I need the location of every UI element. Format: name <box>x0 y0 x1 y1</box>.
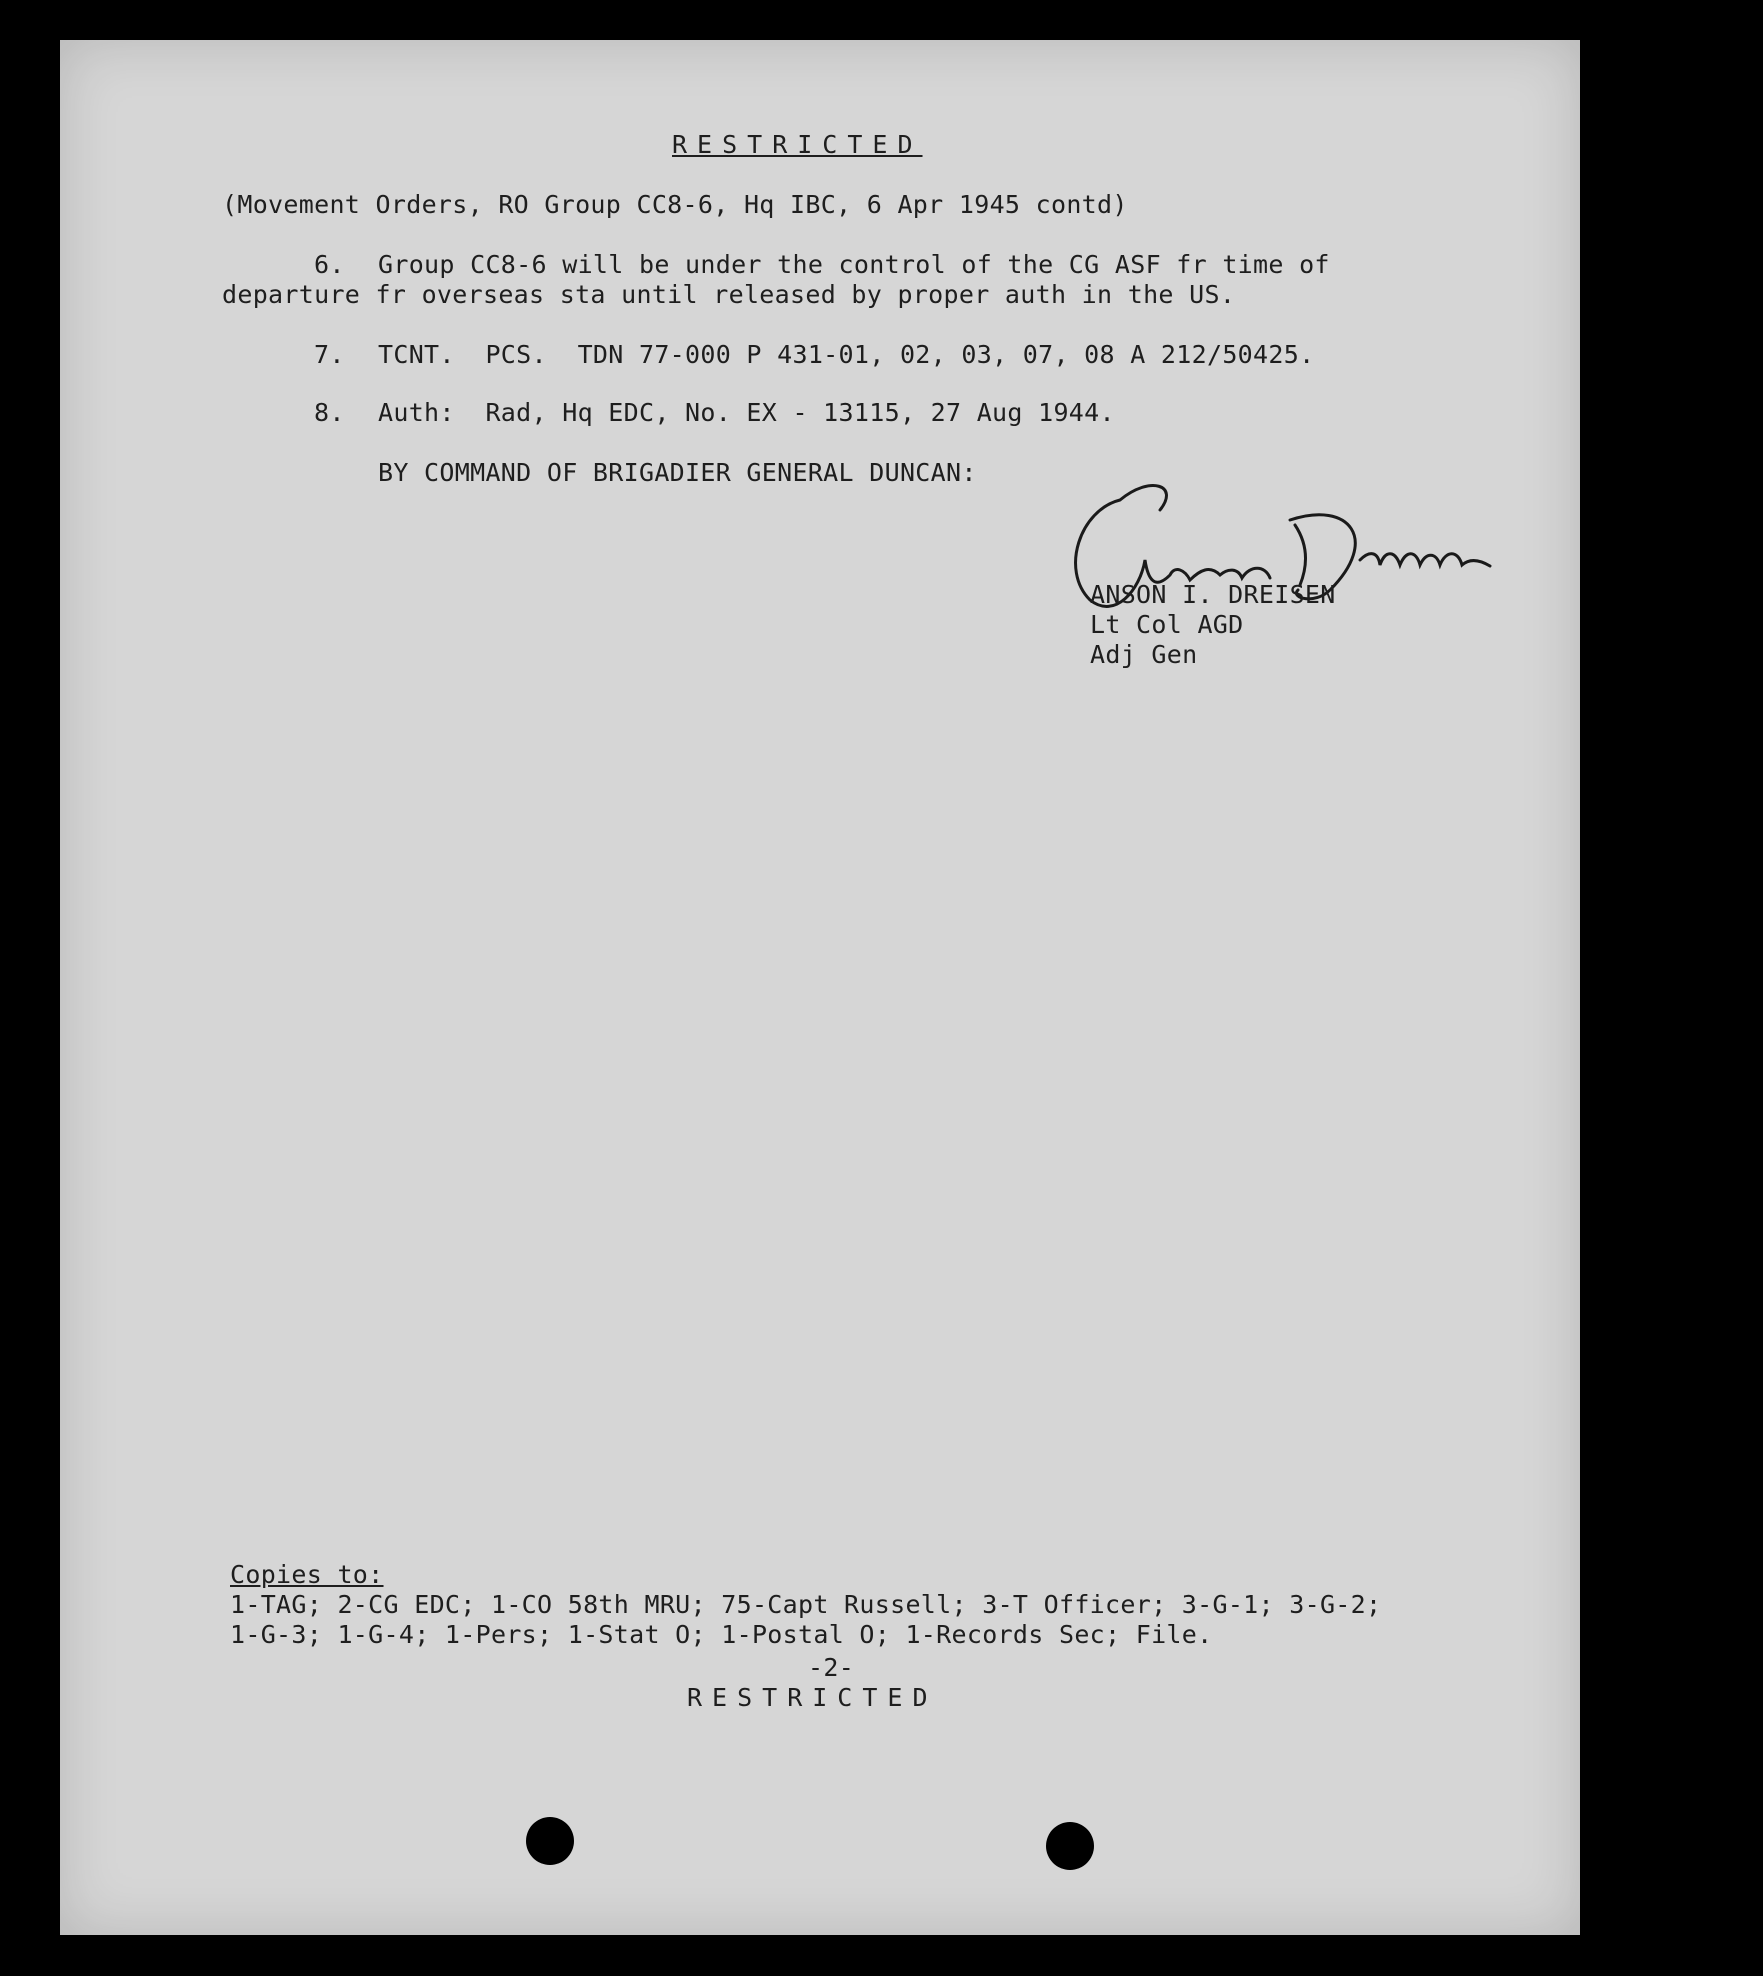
paragraph-8-number: 8. <box>314 398 345 427</box>
paragraph-6-line1: Group CC8-6 will be under the control of the CG ASF fr time of <box>378 250 1330 279</box>
paragraph-6-number: 6. <box>314 250 345 279</box>
punch-hole-left <box>526 1817 574 1865</box>
copies-label: Copies to: <box>230 1560 384 1589</box>
signatory-name: ANSON I. DREISEN <box>1090 580 1336 609</box>
page-number: -2- <box>808 1653 855 1682</box>
paragraph-7-line1: TCNT. PCS. TDN 77-000 P 431-01, 02, 03, 07, 08 A 212/50425. <box>378 340 1315 369</box>
paragraph-6-line2: departure fr overseas sta until released by proper auth in the US. <box>222 280 1236 309</box>
punch-hole-right <box>1046 1822 1094 1870</box>
footer-restricted: RESTRICTED <box>687 1683 938 1712</box>
signatory-rank: Lt Col AGD <box>1090 610 1244 639</box>
document-page <box>60 40 1580 1935</box>
paragraph-8-line1: Auth: Rad, Hq EDC, No. EX - 13115, 27 Aug 1944. <box>378 398 1115 427</box>
paragraph-7-number: 7. <box>314 340 345 369</box>
continuation-line: (Movement Orders, RO Group CC8-6, Hq IBC, 6 Apr 1945 contd) <box>222 190 1128 219</box>
signatory-title: Adj Gen <box>1090 640 1198 669</box>
command-line: BY COMMAND OF BRIGADIER GENERAL DUNCAN: <box>378 458 977 487</box>
header-restricted: RESTRICTED <box>672 130 923 159</box>
copies-line1: 1-TAG; 2-CG EDC; 1-CO 58th MRU; 75-Capt Russell; 3-T Officer; 3-G-1; 3-G-2; <box>230 1590 1382 1619</box>
copies-line2: 1-G-3; 1-G-4; 1-Pers; 1-Stat O; 1-Postal O; 1-Records Sec; File. <box>230 1620 1213 1649</box>
